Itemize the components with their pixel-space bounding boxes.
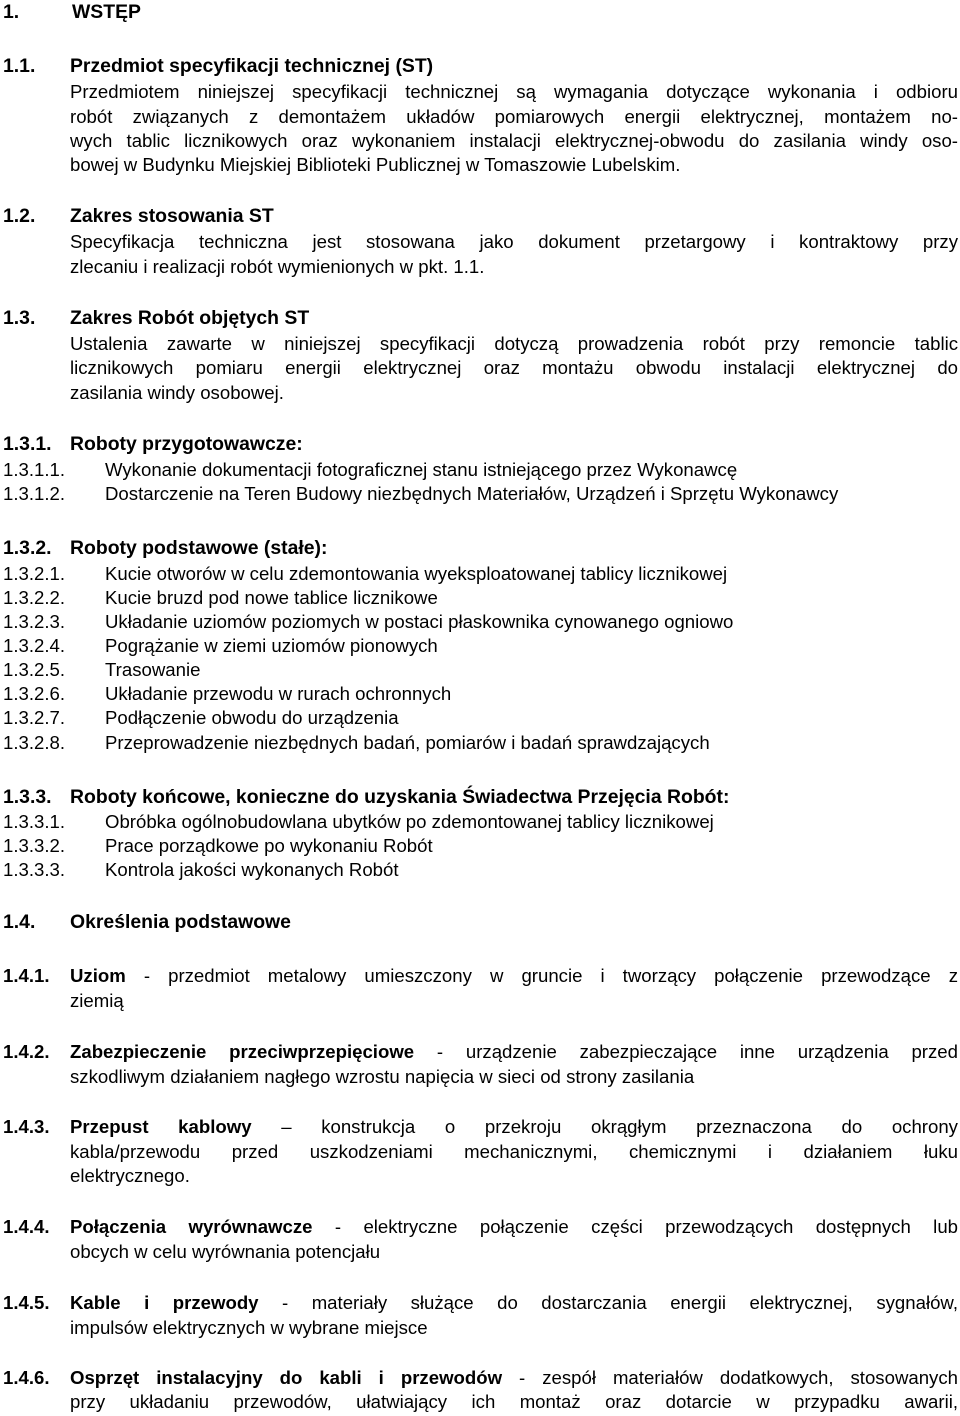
section-1-3-2-number: 1.3.2. [3, 537, 52, 559]
definition-line [70, 1115, 958, 1140]
definition-line [70, 964, 958, 989]
definition-text: - elektryczne połączenie części przewodzących dostępnych lub [312, 1216, 958, 1237]
section-1-3-line: zasilania windy osobowej. [70, 382, 284, 403]
section-1-2-line: zlecaniu i realizacji robót wymienionych w pkt. 1.1. [70, 256, 485, 277]
section-1-4-number: 1.4. [3, 911, 36, 933]
list-item-text: Pogrążanie w ziemi uziomów pionowych [105, 635, 438, 656]
definition-number: 1.4.3. [3, 1116, 50, 1137]
list-item-text: Trasowanie [105, 659, 201, 680]
section-1-3-2-title: Roboty podstawowe (stałe): [70, 537, 328, 559]
list-item-text: Przeprowadzenie niezbędnych badań, pomiarów i badań sprawdzających [105, 732, 710, 753]
section-1-1-line: wych tablic licznikowych oraz wykonaniem instalacji elektrycznej-obwodu do zasilania windy oso- [70, 130, 958, 151]
definition-line [70, 1040, 958, 1065]
list-item-text: Wykonanie dokumentacji fotograficznej stanu istniejącego przez Wykonawcę [105, 459, 738, 480]
list-item-number: 1.3.2.6. [3, 683, 66, 704]
list-item-number: 1.3.1.2. [3, 483, 66, 504]
section-1-1-title: Przedmiot specyfikacji technicznej (ST) [70, 55, 434, 77]
section-1-3-3-number: 1.3.3. [3, 786, 52, 808]
section-1-3-title: Zakres Robót objętych ST [70, 307, 310, 329]
definition-term: Osprzęt instalacyjny do kabli i przewodów [70, 1367, 503, 1388]
definition-term: Uziom [70, 965, 126, 986]
definition-line: impulsów elektrycznych w wybrane miejsce [70, 1317, 428, 1338]
definition-text: – konstrukcja o przekroju okrągłym przeznaczona do ochrony [251, 1116, 958, 1137]
definition-text: - przedmiot metalowy umieszczony w gruncie i tworzący połączenie przewodzące z [125, 965, 958, 986]
list-item-text: Obróbka ogólnobudowlana ubytków po zdemontowanej tablicy licznikowej [105, 811, 714, 832]
definition-term: Przepust kablowy [70, 1116, 252, 1137]
definition-number: 1.4.4. [3, 1216, 50, 1237]
list-item-number: 1.3.2.8. [3, 732, 66, 753]
definition-line [70, 1215, 958, 1240]
list-item-number: 1.3.3.1. [3, 811, 66, 832]
definition-term: Kable i przewody [70, 1292, 259, 1313]
section-1-1-line: Przedmiotem niniejszej specyfikacji technicznej są wymagania dotyczące wykonania i odbioru [70, 81, 958, 102]
definition-line: obcych w celu wyrównania potencjału [70, 1241, 381, 1262]
definition-number: 1.4.5. [3, 1292, 50, 1313]
list-item-number: 1.3.2.4. [3, 635, 66, 656]
section-1-2-line: Specyfikacja techniczna jest stosowana jako dokument przetargowy i kontraktowy przy [70, 231, 958, 252]
definition-term: Połączenia wyrównawcze [70, 1216, 313, 1237]
section-1-1-number: 1.1. [3, 55, 36, 77]
section-1-3-1-number: 1.3.1. [3, 433, 52, 455]
section-1-title: WSTĘP [72, 1, 141, 23]
list-item-text: Układanie przewodu w rurach ochronnych [105, 683, 452, 704]
definition-line: przy układaniu przewodów, ułatwiający ich montaż oraz dotarcie w przypadku awarii, [70, 1391, 958, 1412]
definition-text: - zespół materiałów dodatkowych, stosowanych [502, 1367, 958, 1388]
definition-number: 1.4.2. [3, 1041, 50, 1062]
definition-number: 1.4.6. [3, 1367, 50, 1388]
definition-line: ziemią [70, 990, 124, 1011]
section-1-3-3-title: Roboty końcowe, konieczne do uzyskania Świadectwa Przejęcia Robót: [70, 786, 730, 808]
section-1-3-number: 1.3. [3, 307, 36, 329]
section-1-4-title: Określenia podstawowe [70, 911, 291, 933]
list-item-text: Kontrola jakości wykonanych Robót [105, 859, 399, 880]
definition-line [70, 1291, 958, 1316]
definition-text: - materiały służące do dostarczania energii elektrycznej, sygnałów, [258, 1292, 958, 1313]
list-item-text: Kucie bruzd pod nowe tablice licznikowe [105, 587, 438, 608]
list-item-number: 1.3.3.2. [3, 835, 66, 856]
section-1-1-line: bowej w Budynku Miejskiej Biblioteki Publicznej w Tomaszowie Lubelskim. [70, 154, 681, 175]
list-item-text: Układanie uziomów poziomych w postaci płaskownika cynowanego ogniowo [105, 611, 734, 632]
list-item-number: 1.3.2.3. [3, 611, 66, 632]
definition-line: elektrycznego. [70, 1165, 190, 1186]
definition-term: Zabezpieczenie przeciwprzepięciowe [70, 1041, 415, 1062]
section-1-3-line: licznikowych pomiaru energii elektrycznej oraz montażu obwodu instalacji elektrycznej do [70, 357, 958, 378]
list-item-number: 1.3.2.5. [3, 659, 66, 680]
definition-line [70, 1366, 958, 1391]
list-item-number: 1.3.2.7. [3, 707, 66, 728]
section-1-3-line: Ustalenia zawarte w niniejszej specyfikacji dotyczą prowadzenia robót przy remoncie tablic [70, 333, 958, 354]
list-item-number: 1.3.3.3. [3, 859, 66, 880]
definition-line: szkodliwym działaniem nagłego wzrostu napięcia w sieci od strony zasilania [70, 1066, 695, 1087]
section-1-number: 1. [3, 1, 20, 23]
list-item-number: 1.3.1.1. [3, 459, 66, 480]
section-1-2-title: Zakres stosowania ST [70, 205, 274, 227]
definition-number: 1.4.1. [3, 965, 50, 986]
list-item-text: Kucie otworów w celu zdemontowania wyeksploatowanej tablicy licznikowej [105, 563, 728, 584]
list-item-text: Prace porządkowe po wykonaniu Robót [105, 835, 433, 856]
section-1-3-1-title: Roboty przygotowawcze: [70, 433, 303, 455]
definition-line: kabla/przewodu przed uszkodzeniami mechanicznymi, chemicznymi i działaniem łuku [70, 1141, 958, 1162]
list-item-text: Podłączenie obwodu do urządzenia [105, 707, 399, 728]
section-1-1-line: robót związanych z demontażem układów pomiarowych energii elektrycznej, montażem no- [70, 106, 958, 127]
definition-text: - urządzenie zabezpieczające inne urządzenia przed [414, 1041, 958, 1062]
list-item-number: 1.3.2.1. [3, 563, 66, 584]
section-1-2-number: 1.2. [3, 205, 36, 227]
list-item-number: 1.3.2.2. [3, 587, 66, 608]
list-item-text: Dostarczenie na Teren Budowy niezbędnych Materiałów, Urządzeń i Sprzętu Wykonawcy [105, 483, 839, 504]
